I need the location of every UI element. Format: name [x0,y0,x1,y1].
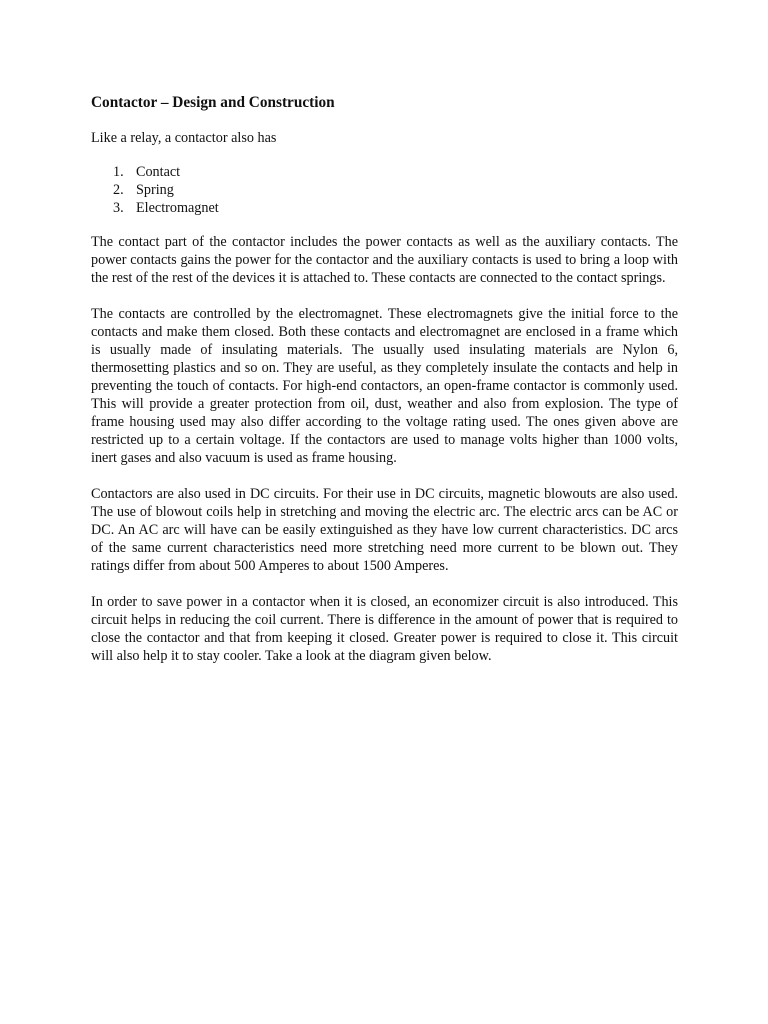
document-title: Contactor – Design and Construction [91,94,335,111]
list-item-text: Electromagnet [136,200,219,216]
component-list [91,163,678,217]
paragraph-economizer: In order to save power in a contactor when it is closed, an economizer circuit is also introduced. This circuit helps in reducing the coil current. There is difference in the amount of power that is required to close the contactor and that from keeping it closed. Greater power is required to close it. This circuit will also help it to stay cooler. Take a look at the diagram given below. [91,594,678,664]
paragraph-contacts: The contact part of the contactor includes the power contacts as well as the auxiliary contacts. The power contacts gains the power for the contactor and the auxiliary contacts is used to bring a loop with the rest of the rest of the devices it is attached to. These contacts are connected to the contact springs. [91,234,678,286]
intro-text: Like a relay, a contactor also has [91,130,277,146]
list-item-text: Contact [136,164,181,180]
list-item [91,163,678,181]
list-number: 3. [113,200,124,216]
list-item [91,181,678,199]
paragraph-electromagnet: The contacts are controlled by the electromagnet. These electromagnets give the initial force to the contacts and make them closed. Both these contacts and electromagnet are enclosed in a frame which is usually made of insulating materials. The usually used insulating materials are Nylon 6, thermosetting plastics and so on. They are useful, as they completely insulate the contacts and help in preventing the touch of contacts. For high-end contactors, an open-frame contactor is commonly used. This will provide a greater protection from oil, dust, weather and also from explosion. The type of frame housing used may also differ according to the voltage rating used. The ones given above are restricted up to a certain voltage. If the contactors are used to manage volts higher than 1000 volts, inert gases and also vacuum is used as frame housing. [91,306,678,466]
list-item [91,199,678,217]
document-body [91,93,678,683]
list-number: 2. [113,182,124,198]
list-item-text: Spring [136,182,174,198]
list-number: 1. [113,164,124,180]
paragraph-dc-circuits: Contactors are also used in DC circuits. For their use in DC circuits, magnetic blowouts are also used. The use of blowout coils help in stretching and moving the electric arc. The electric arcs can be AC or DC. An AC arc will have can be easily extinguished as they have low current characteristics. DC arcs of the same current characteristics need more stretching need more current to be blown out. They ratings differ from about 500 Amperes to about 1500 Amperes. [91,486,678,574]
